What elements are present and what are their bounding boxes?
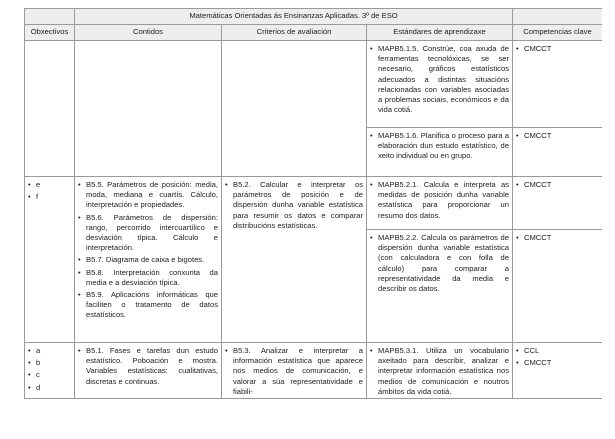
standard-item: • MAPB5.3.1. Utiliza un vocabulario axeitado para describir, analizar e interpretar información estatística nos medios de comunicación e noutros ámbitos da vida cotiá. (367, 345, 512, 398)
obxectivos-cell (25, 177, 75, 343)
competency-item: • CCL (513, 345, 602, 357)
table-row (25, 41, 603, 177)
curriculum-table (24, 8, 602, 399)
header-corner-cell (513, 9, 603, 25)
table-row (25, 177, 603, 343)
competency-item: • CMCCT (513, 130, 602, 142)
standard-item: • MAPB5.2.2. Calcula os parámetros de dispersión dunha variable estatística (con calculadora e con folla de cálculo) para comparar a representatividade da media e describir os datos. (367, 232, 512, 295)
content-item: • B5.1. Fases e tarefas dun estudo estatístico. Poboación e mostra. Variables estatísticas: cualitativas, discretas e continuas. (75, 345, 221, 388)
curriculum-document (24, 8, 602, 408)
estandares-cell (367, 343, 513, 399)
obxectivos-cell (25, 41, 75, 177)
standard-item: • MAPB5.1.5. Constrúe, coa axuda de ferramentas tecnolóxicas, se ser necesario, gráficos estatísticos adecuados a distintas situacións relacionadas con variables asociadas a problemas sociais, económicos e da vida cotiá. (367, 43, 512, 116)
contidos-cell (75, 343, 222, 399)
objective-item: • a (25, 345, 74, 357)
standard-item: • MAPB5.2.1. Calcula e interpreta as medidas de posición dunha variable estatística para proporcionar un resumo dos datos. (367, 179, 512, 222)
content-item: • B5.7. Diagrama de caixa e bigotes. (75, 254, 221, 266)
competency-item: • CMCCT (513, 357, 602, 369)
objective-item: • d (25, 382, 74, 394)
estandares-cell (367, 177, 513, 343)
content-item: • B5.6. Parámetros de dispersión: rango, percorrido intercuartílico e desviación típica. Cálculo e interpretación. (75, 212, 221, 255)
column-header-estandares: Estándares de aprendizaxe (367, 25, 513, 41)
criterios-cell (222, 41, 367, 177)
header-corner-cell (25, 9, 75, 25)
table-row (25, 343, 603, 399)
objective-item: • c (25, 369, 74, 381)
competency-item: • CMCCT (513, 179, 602, 191)
column-header-contidos: Contidos (75, 25, 222, 41)
competencias-cell (513, 177, 603, 343)
estandares-cell (367, 41, 513, 177)
competencias-cell (513, 343, 603, 399)
content-item: • B5.8. Interpretación conxunta da media e a desviación típica. (75, 267, 221, 289)
criterion-item: • B5.2. Calcular e interpretar os parámetros de posición e de dispersión dunha variable estatística para resumir os datos e comparar distribucións estatísticas. (222, 179, 366, 232)
obxectivos-cell (25, 343, 75, 399)
criterios-cell (222, 177, 367, 343)
criterios-cell (222, 343, 367, 399)
criterion-item: • B5.3. Analizar e interpretar a información estatística que aparece nos medios de comunicación, e valorar a súa representatividade e fiabili- (222, 345, 366, 398)
objective-item: • b (25, 357, 74, 369)
competency-item: • CMCCT (513, 232, 602, 244)
objective-item: • e (25, 179, 74, 191)
column-header-obxectivos: Obxectivos (25, 25, 75, 41)
column-header-criterios: Criterios de avaliación (222, 25, 367, 41)
contidos-cell (75, 41, 222, 177)
competency-item: • CMCCT (513, 43, 602, 55)
objective-item: • f (25, 191, 74, 203)
standard-item: • MAPB5.1.6. Planifica o proceso para a elaboración dun estudo estatístico, de xeito individual ou en grupo. (367, 130, 512, 163)
competencias-cell (513, 41, 603, 177)
contidos-cell (75, 177, 222, 343)
content-item: • B5.5. Parámetros de posición: media, moda, mediana e cuartís. Cálculo, interpretación e propiedades. (75, 179, 221, 212)
table-title: Matemáticas Orientadas ás Ensinanzas Aplicadas. 3º de ESO (75, 9, 513, 25)
column-header-competencias: Competencias clave (513, 25, 603, 41)
content-item: • B5.9. Aplicacións informáticas que faciliten o tratamento de datos estatísticos. (75, 289, 221, 322)
